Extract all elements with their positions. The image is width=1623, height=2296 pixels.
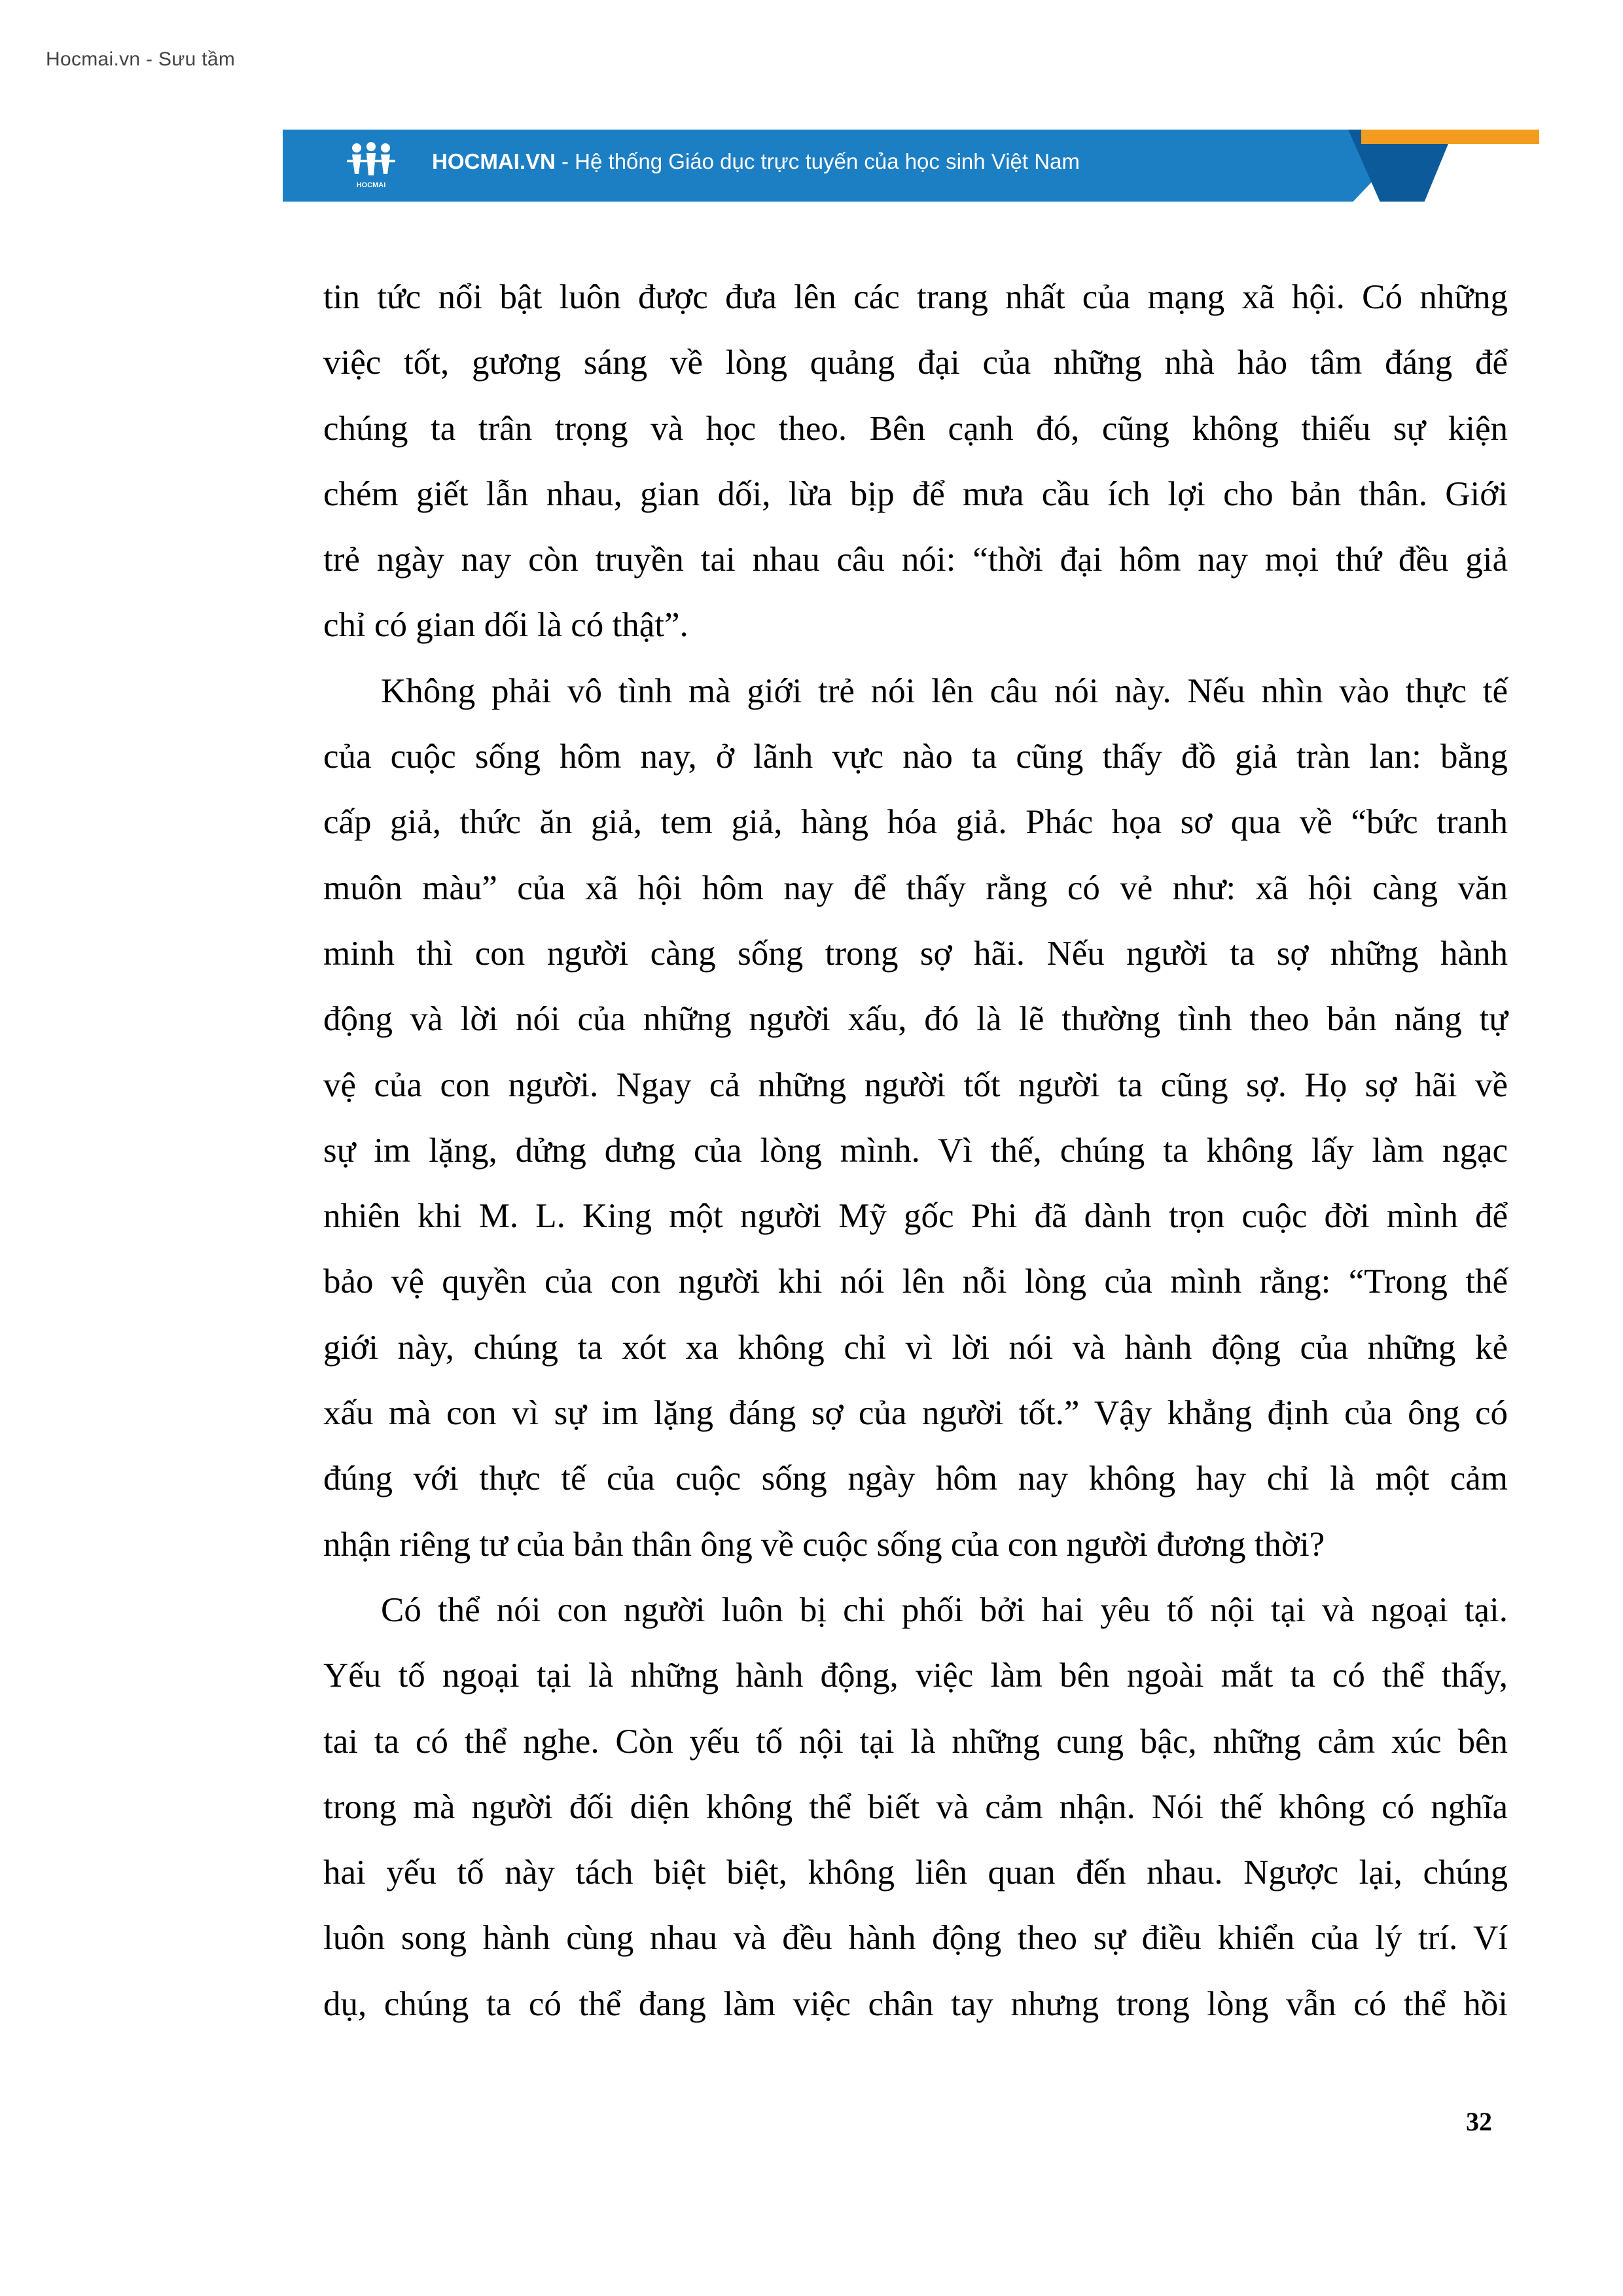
logo-text: HOCMAI — [356, 181, 386, 189]
text-line: Có thể nói con người luôn bị chi phối bởi hai yêu tố nội tại và ngoại tại. — [381, 1590, 1508, 1629]
hocmai-logo-icon — [346, 141, 397, 190]
banner-brand: HOCMAI.VN — [432, 149, 556, 173]
banner-orange-stripe — [1361, 130, 1539, 144]
text-line: vệ của con người. Ngay cả những người tốt người ta cũng sợ. Họ sợ hãi về — [323, 1066, 1508, 1104]
page-number: 32 — [1466, 2107, 1492, 2136]
body-text — [323, 264, 1508, 2037]
text-line: muôn màu” của xã hội hôm nay để thấy rằng có vẻ như: xã hội càng văn — [323, 869, 1508, 907]
text-line: trong mà người đối diện không thể biết và cảm nhận. Nói thế không có nghĩa — [323, 1787, 1508, 1826]
text-line: hai yếu tố này tách biệt biệt, không liên quan đến nhau. Ngược lại, chúng — [323, 1854, 1508, 1892]
text-line: xấu mà con vì sự im lặng đáng sợ của người tốt.” Vậy khẳng định của ông có — [323, 1394, 1508, 1433]
text-line: việc tốt, gương sáng về lòng quảng đại của những nhà hảo tâm đáng để — [323, 344, 1508, 382]
text-line: trẻ ngày nay còn truyền tai nhau câu nói: “thời đại hôm nay mọi thứ đều giả — [323, 541, 1508, 579]
text-line: chém giết lẫn nhau, gian dối, lừa bịp để mưa cầu ích lợi cho bản thân. Giới — [323, 475, 1508, 513]
text-line: tin tức nổi bật luôn được đưa lên các trang nhất của mạng xã hội. Có những — [323, 278, 1508, 316]
text-line: đúng với thực tế của cuộc sống ngày hôm nay không hay chỉ là một cảm — [323, 1460, 1508, 1498]
text-line: luôn song hành cùng nhau và đều hành động theo sự điều khiển của lý trí. Ví — [323, 1919, 1508, 1958]
source-note: Hocmai.vn - Sưu tầm — [46, 48, 236, 70]
text-line: nhận riêng tư của bản thân ông về cuộc sống của con người đương thời? — [323, 1525, 1325, 1564]
text-line: minh thì con người càng sống trong sợ hãi. Nếu người ta sợ những hành — [323, 934, 1508, 973]
text-line: bảo vệ quyền của con người khi nói lên nỗi lòng của mình rằng: “Trong thế — [323, 1263, 1508, 1301]
text-line: Yếu tố ngoại tại là những hành động, việc làm bên ngoài mắt ta có thể thấy, — [323, 1657, 1508, 1695]
text-line: dụ, chúng ta có thể đang làm việc chân tay nhưng trong lòng vẫn có thể hồi — [323, 1984, 1508, 2023]
text-line: Không phải vô tình mà giới trẻ nói lên câu nói này. Nếu nhìn vào thực tế — [381, 672, 1508, 710]
text-line: cấp giả, thức ăn giả, tem giả, hàng hóa giả. Phác họa sơ qua về “bức tranh — [323, 803, 1508, 842]
text-line: chỉ có gian dối là có thật”. — [323, 606, 688, 645]
header-banner — [283, 130, 1539, 202]
text-line: chúng ta trân trọng và học theo. Bên cạnh đó, cũng không thiếu sự kiện — [323, 409, 1508, 448]
banner-tagline: - Hệ thống Giáo dục trực tuyến của học sinh Việt Nam — [555, 149, 1080, 173]
text-line: tai ta có thể nghe. Còn yếu tố nội tại là những cung bậc, những cảm xúc bên — [323, 1722, 1508, 1761]
text-line: nhiên khi M. L. King một người Mỹ gốc Phi đã dành trọn cuộc đời mình để — [323, 1197, 1508, 1236]
text-line: giới này, chúng ta xót xa không chỉ vì lời nói và hành động của những kẻ — [323, 1328, 1508, 1367]
banner-text — [432, 149, 1080, 174]
text-line: động và lời nói của những người xấu, đó là lẽ thường tình theo bản năng tự — [323, 1000, 1508, 1039]
text-line: của cuộc sống hôm nay, ở lãnh vực nào ta cũng thấy đồ giả tràn lan: bằng — [323, 738, 1508, 776]
text-line: sự im lặng, dửng dưng của lòng mình. Vì thế, chúng ta không lấy làm ngạc — [323, 1131, 1508, 1170]
